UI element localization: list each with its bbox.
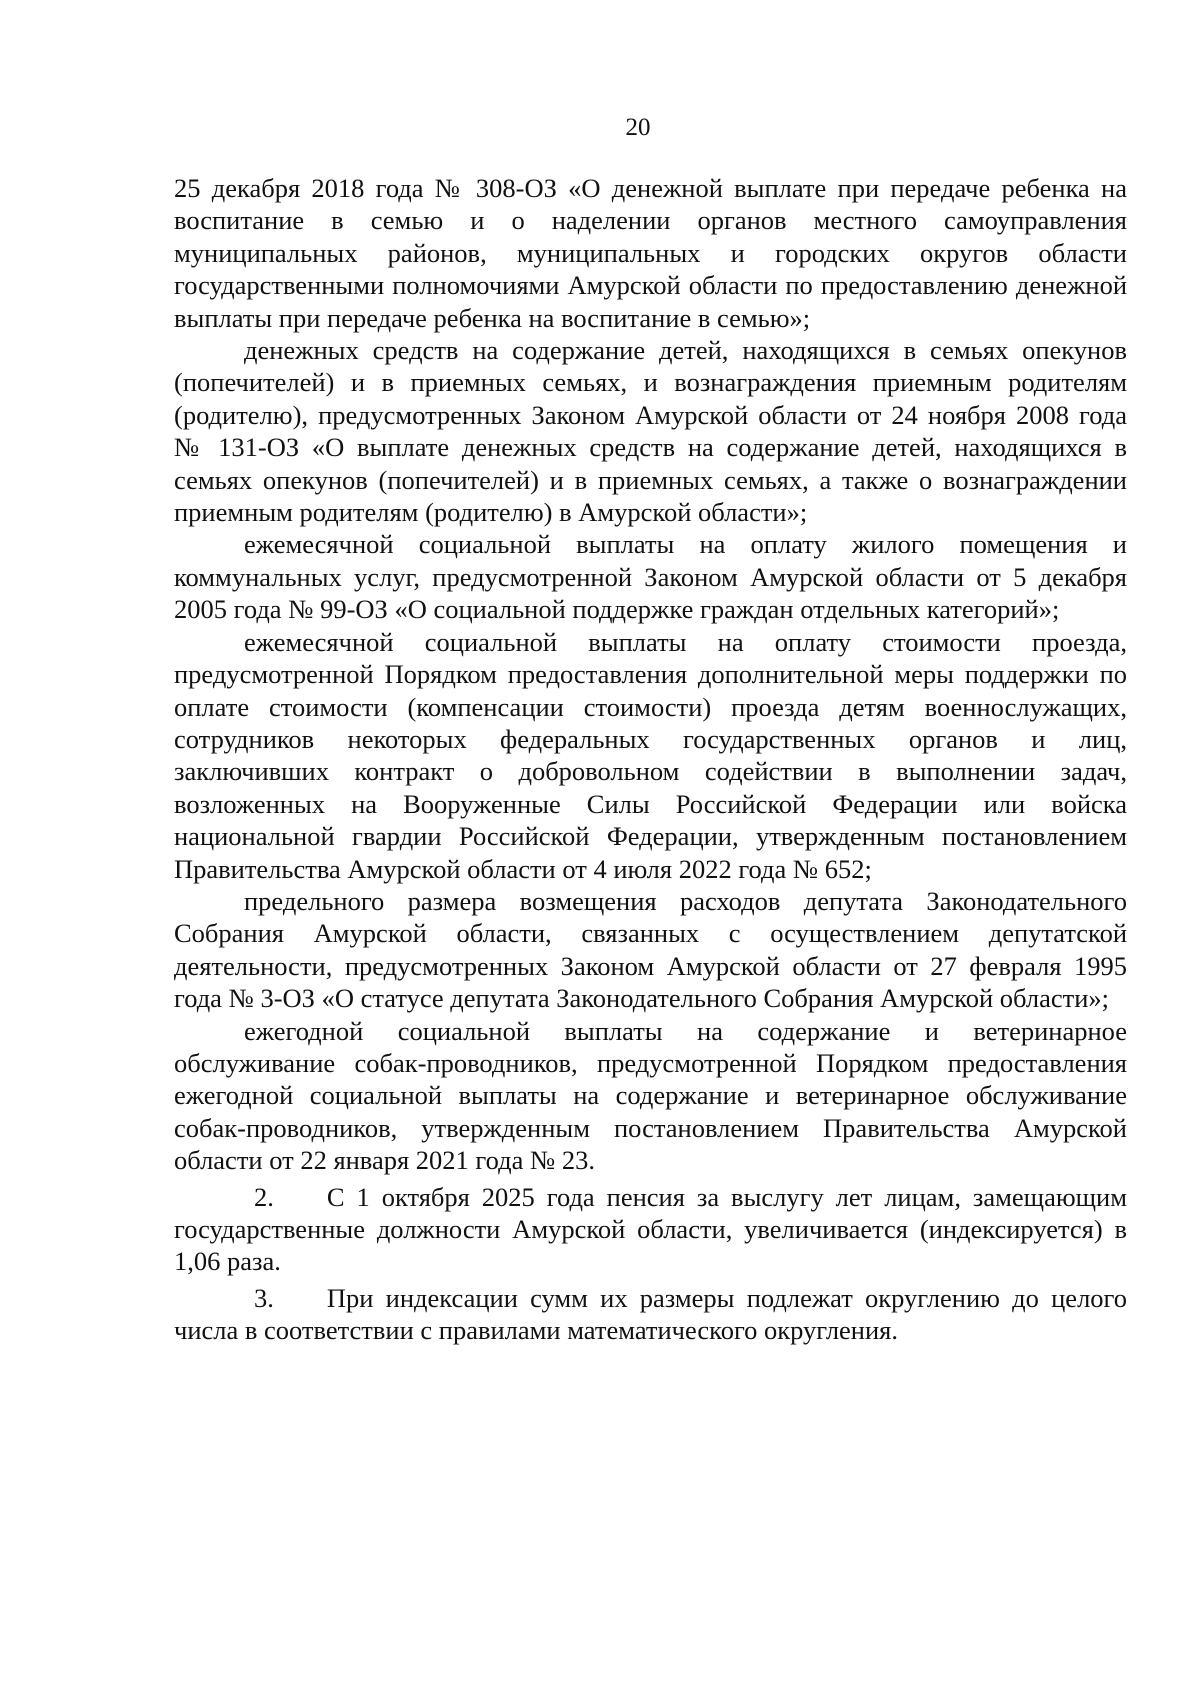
- page-number: 20: [625, 114, 651, 141]
- paragraph-travel-payment: ежемесячной социальной выплаты на оплату стоимости проезда, предусмотренной Порядком предоставления дополнительной меры поддержки по оплате стоимости (компенсации стоимости) проезда детям военнослужащих, сотрудников некоторых федеральных государственных органов и лиц, заключивших контракт о добровольном содействии в выполнении задач, возложенных на Вооруженные Силы Российской Федерации или войска национальной гвардии Российской Федерации, утвержденным постановлением Правительства Амурской области от 4 июля 2022 года № 652;: [174, 626, 1127, 884]
- paragraph-continuation: 25 декабря 2018 года № 308-ОЗ «О денежной выплате при передаче ребенка на воспитание в семью и о наделении органов местного самоуправления муниципальных районов, муниципальных и городских округов области государственными полномочиями Амурской области по предоставлению денежной выплаты при передаче ребенка на воспитание в семью»;: [174, 173, 1127, 333]
- document-body: [174, 172, 1127, 1347]
- paragraph-foster-payments: денежных средств на содержание детей, находящихся в семьях опекунов (попечителей) и в приемных семьях, и вознаграждения приемным родителям (родителю), предусмотренных Законом Амурской области от 24 ноября 2008 года № 131-ОЗ «О выплате денежных средств на содержание детей, находящихся в семьях опекунов (попечителей) и в приемных семьях, а также о вознаграждении приемным родителям (родителю) в Амурской области»;: [174, 335, 1127, 528]
- paragraph-item-3: 3. При индексации сумм их размеры подлежат округлению до целого числа в соответствии с правилами математического округления.: [174, 1282, 1127, 1346]
- paragraph-guide-dogs: ежегодной социальной выплаты на содержание и ветеринарное обслуживание собак-проводников, предусмотренной Порядком предоставления ежегодной социальной выплаты на содержание и ветеринарное обслуживание собак-проводников, утвержденным постановлением Правительства Амурской области от 22 января 2021 года № 23.: [174, 1015, 1127, 1176]
- paragraph-housing-payment: ежемесячной социальной выплаты на оплату жилого помещения и коммунальных услуг, предусмотренной Законом Амурской области от 5 декабря 2005 года № 99-ОЗ «О социальной поддержке граждан отдельных категорий»;: [174, 529, 1127, 625]
- paragraph-item-2: 2. С 1 октября 2025 года пенсия за выслугу лет лицам, замещающим государственные должности Амурской области, увеличивается (индексируется) в 1,06 раза.: [174, 1181, 1127, 1277]
- paragraph-deputy-expenses: предельного размера возмещения расходов депутата Законодательного Собрания Амурской области, связанных с осуществлением депутатской деятельности, предусмотренных Законом Амурской области от 27 февраля 1995 года № 3-ОЗ «О статусе депутата Законодательного Собрания Амурской области»;: [174, 885, 1127, 1014]
